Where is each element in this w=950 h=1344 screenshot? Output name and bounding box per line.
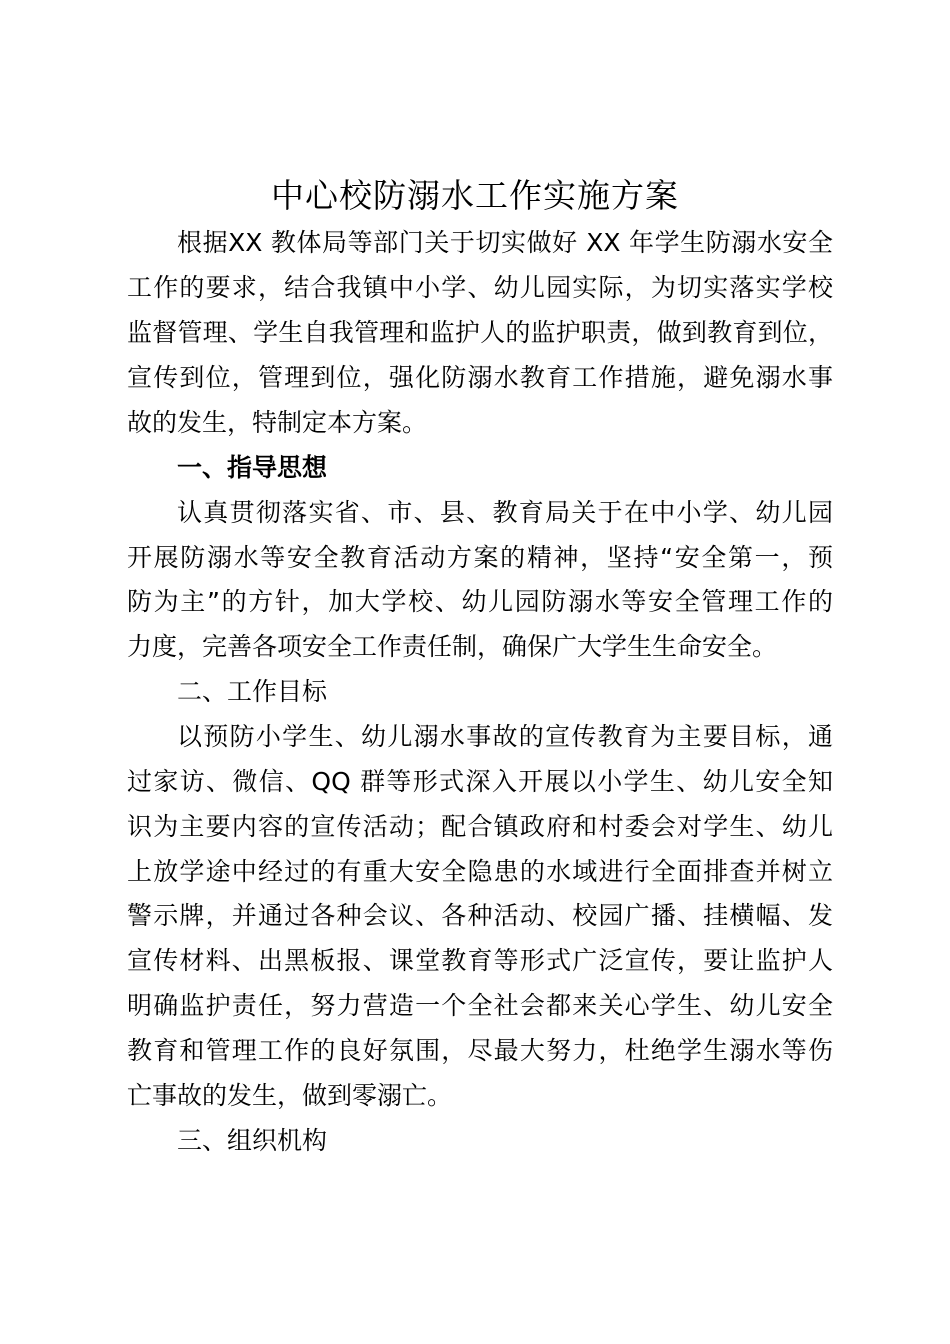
section-heading-guiding-ideology: 一、指导思想 — [177, 453, 328, 482]
section2-line-8: 教育和管理工作的良好氛围，尽最大努力，杜绝学生溺水等伤 — [127, 1036, 833, 1065]
section-heading-work-goals: 二、工作目标 — [177, 677, 328, 706]
intro-line-4: 宣传到位，管理到位，强化防溺水教育工作措施，避免溺水事 — [127, 363, 833, 392]
section2-line-1: 以预防小学生、幼儿溺水事故的宣传教育为主要目标，通 — [177, 722, 833, 751]
section2-line-6: 宣传材料、出黑板报、课堂教育等形式广泛宣传，要让监护人 — [127, 946, 833, 975]
section2-line-9: 亡事故的发生，做到零溺亡。 — [127, 1081, 453, 1110]
section1-line-2: 开展防溺水等安全教育活动方案的精神，坚持“安全第一，预 — [127, 543, 833, 572]
intro-line-1: 根据XX 教体局等部门关于切实做好 XX 年学生防溺水安全 — [177, 228, 833, 257]
section1-line-4: 力度，完善各项安全工作责任制，确保广大学生生命安全。 — [127, 632, 778, 661]
section-heading-organization: 三、组织机构 — [177, 1126, 328, 1155]
section1-line-3: 防为主”的方针，加大学校、幼儿园防溺水等安全管理工作的 — [127, 587, 833, 616]
intro-line-3: 监督管理、学生自我管理和监护人的监护职责，做到教育到位， — [127, 318, 833, 347]
section1-line-1: 认真贯彻落实省、市、县、教育局关于在中小学、幼儿园 — [177, 498, 833, 527]
document-title: 中心校防溺水工作实施方案 — [271, 176, 679, 215]
section2-line-7: 明确监护责任，努力营造一个全社会都来关心学生、幼儿安全 — [127, 991, 833, 1020]
intro-line-2: 工作的要求，结合我镇中小学、幼儿园实际，为切实落实学校 — [127, 273, 833, 302]
section2-line-2: 过家访、微信、QQ 群等形式深入开展以小学生、幼儿安全知 — [127, 767, 833, 796]
section2-line-5: 警示牌，并通过各种会议、各种活动、校园广播、挂横幅、发 — [127, 901, 833, 930]
section2-line-3: 识为主要内容的宣传活动；配合镇政府和村委会对学生、幼儿 — [127, 812, 833, 841]
intro-line-5: 故的发生，特制定本方案。 — [127, 408, 428, 437]
section2-line-4: 上放学途中经过的有重大安全隐患的水域进行全面排查并树立 — [127, 857, 833, 886]
